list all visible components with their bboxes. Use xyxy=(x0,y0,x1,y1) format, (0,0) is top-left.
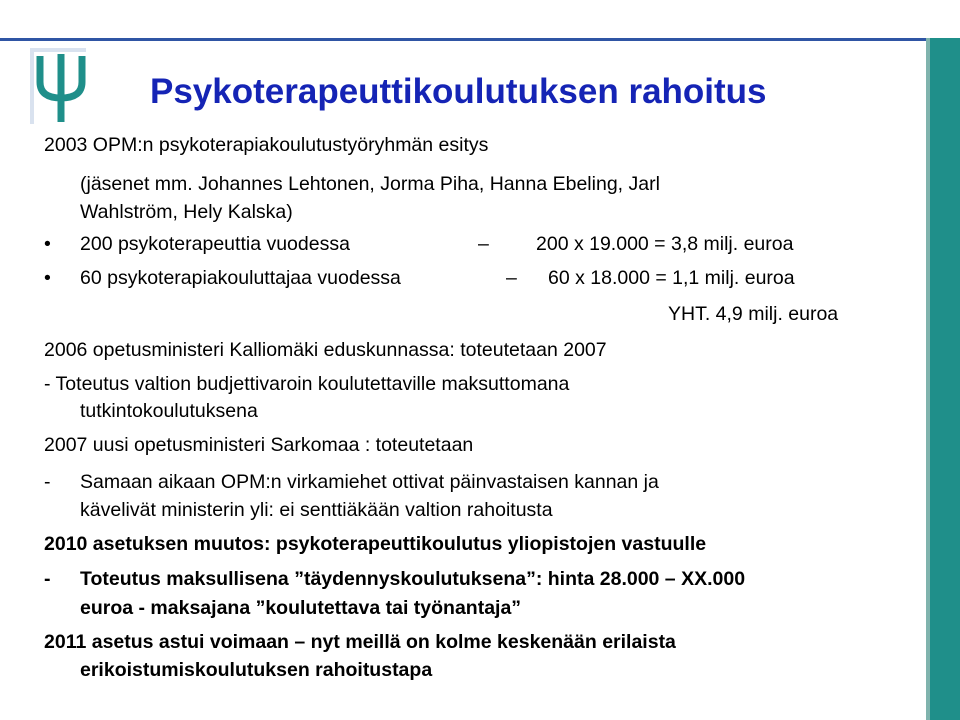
psi-logo-icon xyxy=(32,50,90,124)
text-2007-b: kävelivät ministerin yli: ei senttiäkään valtion rahoitusta xyxy=(80,499,553,521)
text-2011-a: 2011 asetus astui voimaan – nyt meillä on kolme keskenään erilaista xyxy=(44,631,676,653)
bullet-1-dash: – xyxy=(478,233,489,255)
bullet-2-text: 60 psykoterapiakouluttajaa vuodessa xyxy=(80,267,401,289)
text-2010-b: euroa - maksajana ”koulutettava tai työnantaja” xyxy=(80,597,522,619)
bullet-2-dash: – xyxy=(506,267,517,289)
text-2007-a: Samaan aikaan OPM:n virkamiehet ottivat päinvastaisen kannan ja xyxy=(80,471,659,493)
right-accent-bar xyxy=(930,38,960,720)
top-accent-line xyxy=(0,38,960,41)
dash-2007: - xyxy=(44,471,51,493)
text-2006: 2006 opetusministeri Kalliomäki eduskunnassa: toteutetaan 2007 xyxy=(44,339,607,361)
bullet-2-calc: 60 x 18.000 = 1,1 milj. euroa xyxy=(548,267,795,289)
text-2007: 2007 uusi opetusministeri Sarkomaa : toteutetaan xyxy=(44,434,474,456)
bullet-dot-2: • xyxy=(44,267,51,289)
text-members-1: (jäsenet mm. Johannes Lehtonen, Jorma Piha, Hanna Ebeling, Jarl xyxy=(80,173,660,195)
bullet-dot-1: • xyxy=(44,233,51,255)
total-line: YHT. 4,9 milj. euroa xyxy=(668,303,839,325)
bullet-1-calc: 200 x 19.000 = 3,8 milj. euroa xyxy=(536,233,794,255)
text-2010: 2010 asetuksen muutos: psykoterapeuttikoulutus yliopistojen vastuulle xyxy=(44,533,707,555)
dash-2010: - xyxy=(44,568,51,590)
text-2006-b: tutkintokoulutuksena xyxy=(80,400,258,422)
slide-title: Psykoterapeuttikoulutuksen rahoitus xyxy=(150,72,767,111)
text-2006-a: - Toteutus valtion budjettivaroin koulutettaville maksuttomana xyxy=(44,373,570,395)
text-2010-a: Toteutus maksullisena ”täydennyskoulutuksena”: hinta 28.000 – XX.000 xyxy=(80,568,746,590)
text-2011-b: erikoistumiskoulutuksen rahoitustapa xyxy=(80,659,433,681)
bullet-1-text: 200 psykoterapeuttia vuodessa xyxy=(80,233,350,255)
text-2003: 2003 OPM:n psykoterapiakoulutustyöryhmän esitys xyxy=(44,134,489,156)
text-members-2: Wahlström, Hely Kalska) xyxy=(80,201,293,223)
